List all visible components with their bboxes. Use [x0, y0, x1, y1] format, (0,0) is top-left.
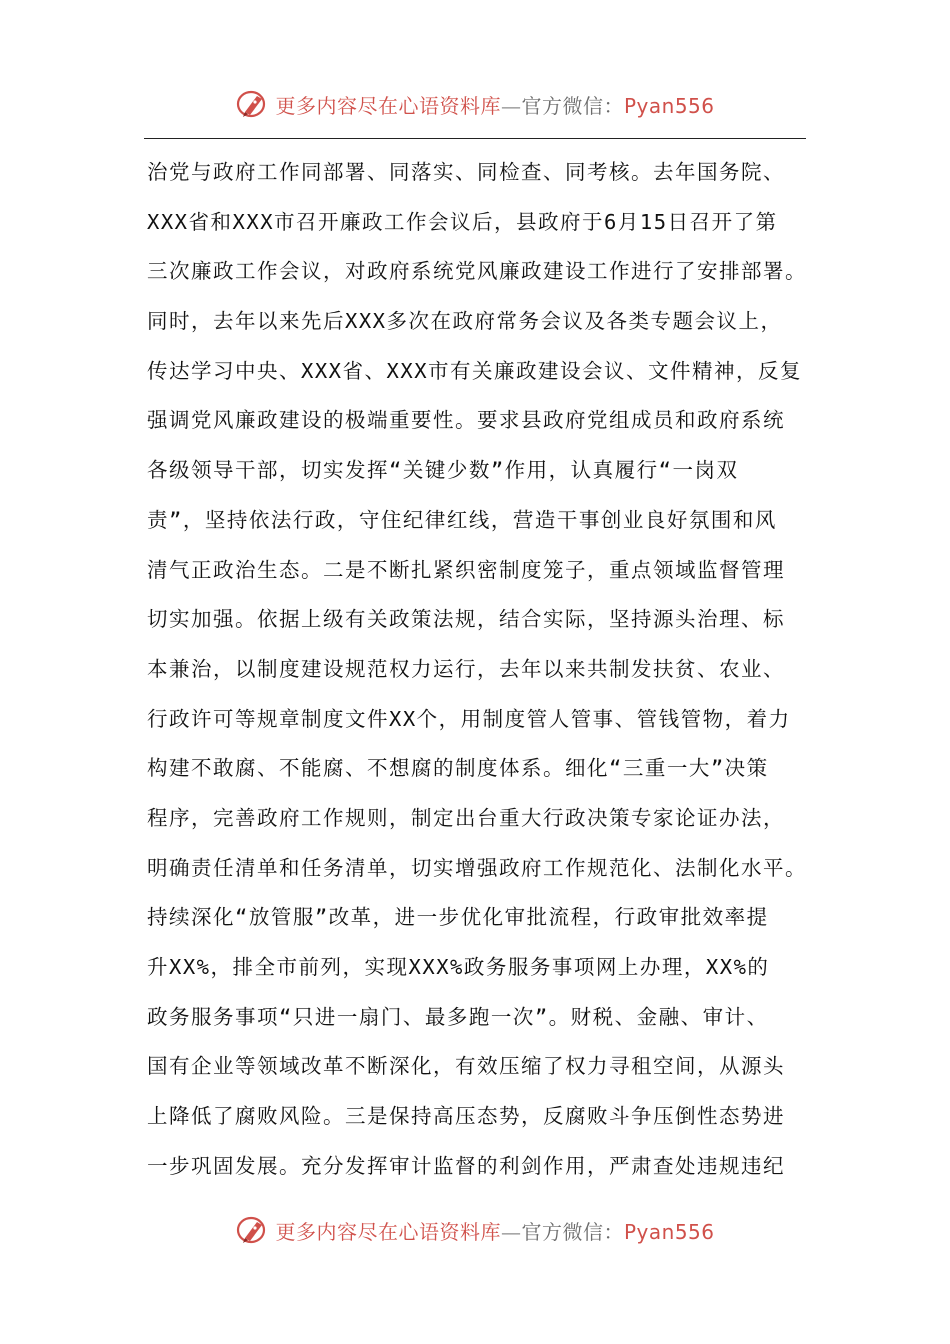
text-line: 同时，去年以来先后XXX多次在政府常务会议及各类专题会议上，	[147, 309, 783, 334]
banner-brand: 更多内容尽在心语资料库	[275, 1219, 501, 1244]
text-line: 升XX%，排全市前列，实现XXX%政务服务事项网上办理，XX%的	[147, 955, 770, 979]
text-line: 责”，坚持依法行政，守住纪律红线，营造干事创业良好氛围和风	[147, 507, 777, 532]
header-banner-text	[275, 90, 714, 119]
text-line: 程序，完善政府工作规则，制定出台重大行政决策专家论证办法，	[147, 805, 785, 830]
header-banner	[0, 84, 950, 124]
footer-banner-text	[275, 1216, 714, 1245]
pen-nib-logo-icon	[235, 86, 271, 122]
banner-dash: —	[500, 93, 522, 118]
text-line: 清气正政治生态。二是不断扎紧织密制度笼子，重点领域监督管理	[147, 557, 785, 582]
document-body	[147, 148, 812, 1191]
header-divider	[144, 138, 806, 139]
banner-official-label: 官方微信：	[521, 93, 624, 118]
text-line: 明确责任清单和任务清单，切实增强政府工作规范化、法制化水平。	[147, 855, 807, 880]
text-line: 一步巩固发展。充分发挥审计监督的利剑作用，严肃查处违规违纪	[147, 1153, 785, 1178]
text-line: 三次廉政工作会议，对政府系统党风廉政建设工作进行了安排部署。	[147, 259, 807, 284]
text-line: 构建不敢腐、不能腐、不想腐的制度体系。细化“三重一大”决策	[147, 756, 769, 781]
text-line: 政务服务事项“只进一扇门、最多跑一次”。财税、金融、审计、	[147, 1004, 769, 1029]
banner-wechat-id: Pyan556	[623, 1219, 715, 1244]
banner-wechat-id: Pyan556	[623, 93, 715, 118]
text-line: 传达学习中央、XXX省、XXX市有关廉政建设会议、文件精神，反复	[147, 358, 803, 383]
banner-official-label: 官方微信：	[521, 1219, 624, 1244]
text-line: 治党与政府工作同部署、同落实、同检查、同考核。去年国务院、	[147, 160, 785, 184]
text-line: 本兼治，以制度建设规范权力运行，去年以来共制发扶贫、农业、	[147, 656, 785, 681]
banner-dash: —	[500, 1219, 522, 1244]
text-line: 切实加强。依据上级有关政策法规，结合实际，坚持源头治理、标	[147, 607, 785, 632]
text-line: 上降低了腐败风险。三是保持高压态势，反腐败斗争压倒性态势进	[147, 1104, 785, 1129]
text-line: 强调党风廉政建设的极端重要性。要求县政府党组成员和政府系统	[147, 408, 785, 433]
pen-nib-logo-icon	[235, 1212, 271, 1248]
text-line: 持续深化“放管服”改革，进一步优化审批流程，行政审批效率提	[147, 905, 769, 930]
text-line: 各级领导干部，切实发挥“关键少数”作用，认真履行“一岗双	[147, 458, 739, 483]
footer-banner	[0, 1210, 950, 1250]
banner-brand: 更多内容尽在心语资料库	[275, 93, 501, 118]
text-line: 行政许可等规章制度文件XX个，用制度管人管事、管钱管物，着力	[147, 706, 791, 731]
text-line: 国有企业等领域改革不断深化，有效压缩了权力寻租空间，从源头	[147, 1054, 785, 1079]
text-line: XXX省和XXX市召开廉政工作会议后，县政府于6月15日召开了第	[147, 209, 778, 234]
